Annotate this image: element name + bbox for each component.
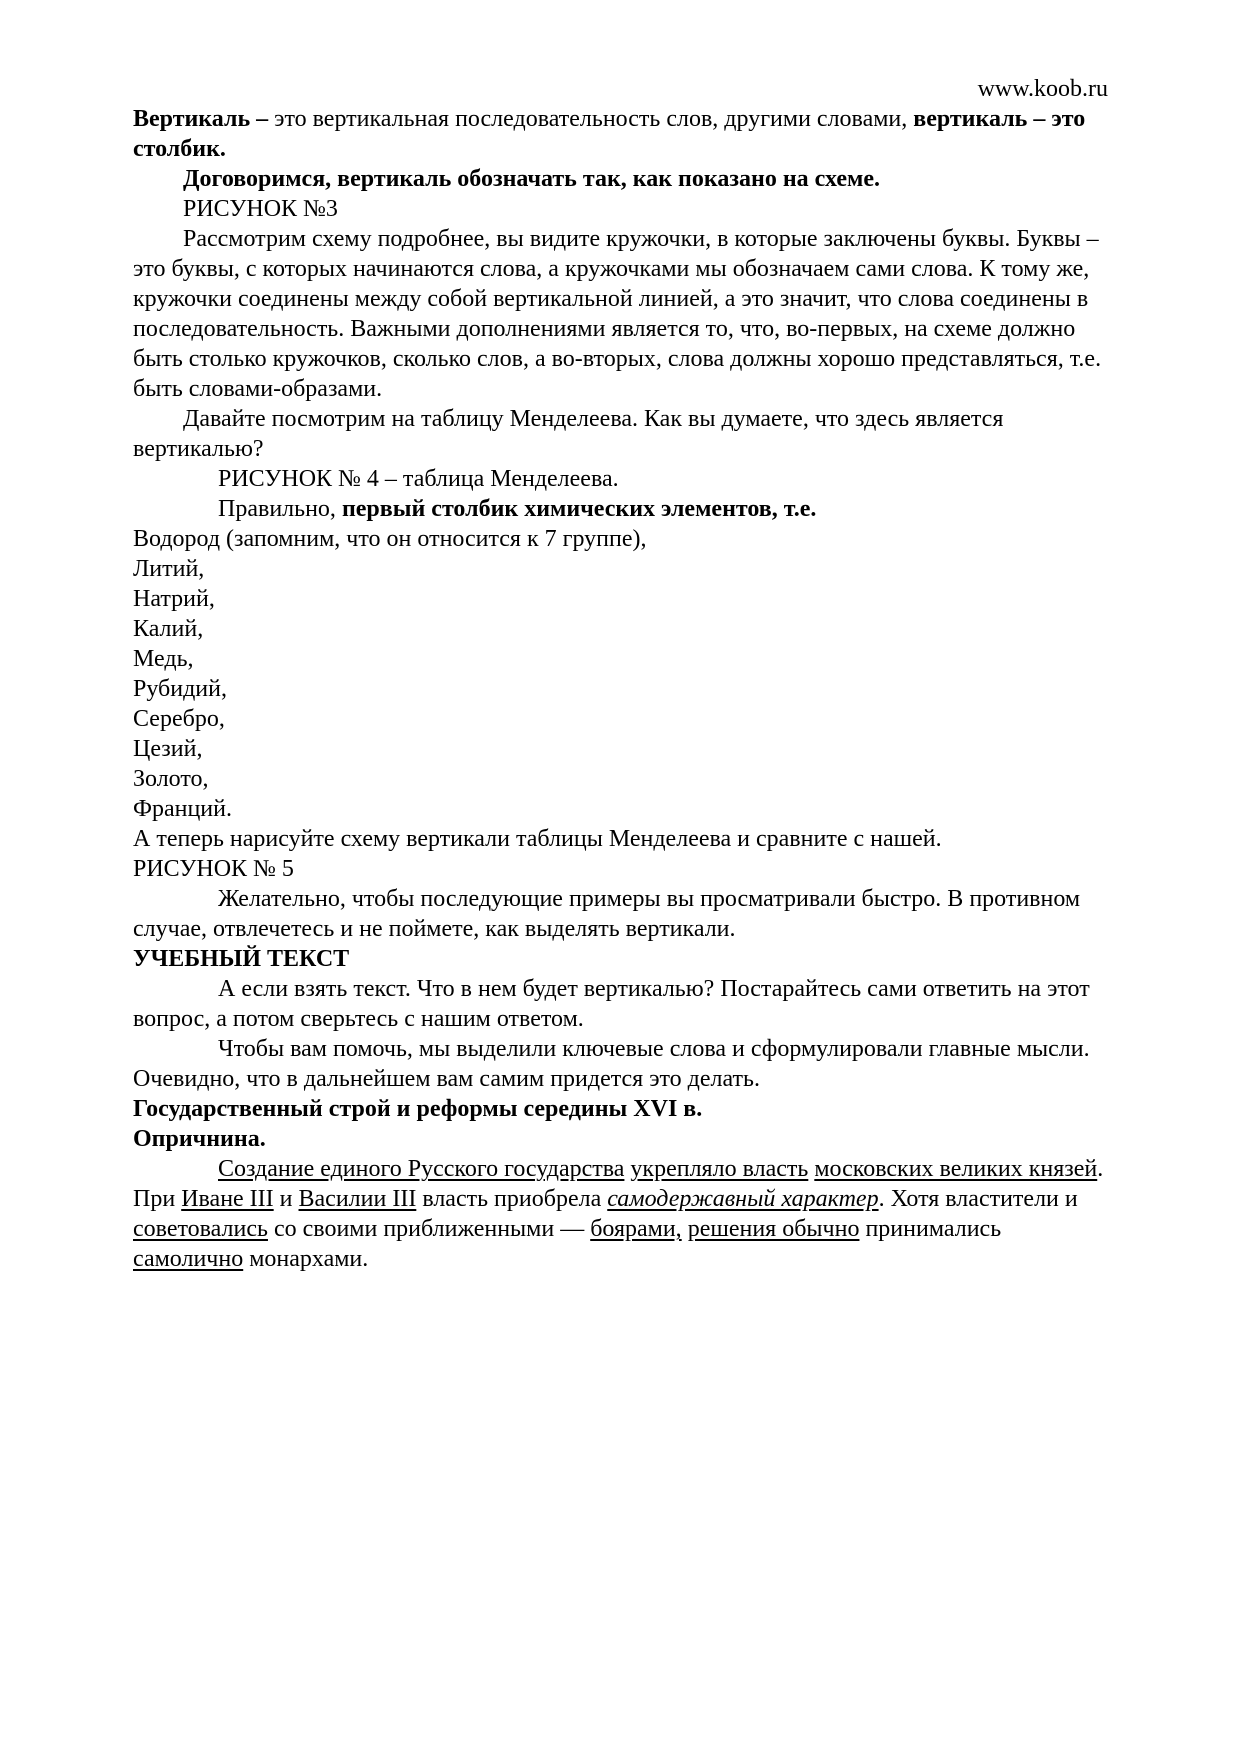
- text-run: Водород (запомним, что он относится к 7 группе),: [133, 526, 647, 552]
- element-cesium: [133, 734, 1108, 764]
- text-run: РИСУНОК № 5: [133, 856, 294, 882]
- element-gold: [133, 764, 1108, 794]
- text-run: . Хотя властители и: [878, 1186, 1078, 1212]
- element-francium: [133, 794, 1108, 824]
- bold-text-run: Договоримся, вертикаль обозначать так, как показано на схеме.: [183, 166, 881, 192]
- text-run: Золото,: [133, 766, 209, 792]
- element-rubidium: [133, 674, 1108, 704]
- text-run: А теперь нарисуйте схему вертикали таблицы Менделеева и сравните с нашей.: [133, 826, 942, 852]
- element-lithium: [133, 554, 1108, 584]
- p-mendeleev-question: [133, 404, 1108, 464]
- underlined-keyword: укрепляло власть: [630, 1156, 809, 1182]
- document-content-area: [133, 74, 1108, 1274]
- p-text-vertical-question: [133, 974, 1108, 1034]
- p-agreement: [133, 164, 1108, 194]
- bold-text-run: Государственный строй и реформы середины XVI в.: [133, 1096, 703, 1122]
- element-copper: [133, 644, 1108, 674]
- p-scheme-details: [133, 224, 1108, 404]
- text-run: Цезий,: [133, 736, 203, 762]
- p-keywords-help: [133, 1034, 1108, 1094]
- bold-text-run: Вертикаль –: [133, 106, 275, 132]
- text-run: это вертикальная последовательность слов, другими словами,: [274, 106, 914, 132]
- underlined-keyword: московских великих князей: [814, 1156, 1098, 1182]
- p-correct-answer: [133, 494, 1108, 524]
- text-run: со своими приближенными —: [267, 1216, 591, 1242]
- p-draw-scheme: [133, 824, 1108, 854]
- text-run: . При: [133, 1156, 1104, 1212]
- underlined-keyword: Василии III: [298, 1186, 417, 1212]
- text-run: Серебро,: [133, 706, 225, 732]
- element-potassium: [133, 614, 1108, 644]
- text-run: Натрий,: [133, 586, 215, 612]
- text-run: Медь,: [133, 646, 194, 672]
- text-run: Желательно, чтобы последующие примеры вы просматривали быстро. В противном случае, отвлечетесь и не поймете, как выделять вертикали.: [133, 886, 1081, 942]
- heading-oprichnina: [133, 1124, 1108, 1154]
- text-run: и: [273, 1186, 299, 1212]
- text-run: власть приобрела: [416, 1186, 608, 1212]
- document-content: [133, 104, 1108, 1274]
- p-unified-state: [133, 1154, 1108, 1274]
- bold-text-run: Опричнина.: [133, 1126, 266, 1152]
- element-sodium: [133, 584, 1108, 614]
- text-run: А если взять текст. Что в нем будет вертикалью? Постарайтесь сами ответить на этот вопрос, а потом сверьтесь с нашим ответом.: [133, 976, 1090, 1032]
- underlined-keyword: советовались: [133, 1216, 268, 1242]
- text-run: РИСУНОК №3: [183, 196, 338, 222]
- underlined-keyword: самолично: [133, 1246, 244, 1272]
- element-silver: [133, 704, 1108, 734]
- underlined-keyword: Иване III: [181, 1186, 274, 1212]
- heading-training-text: [133, 944, 1108, 974]
- bold-text-run: первый столбик химических элементов, т.е.: [341, 496, 817, 522]
- figure-4-caption: [133, 464, 1108, 494]
- text-run: монархами.: [243, 1246, 369, 1272]
- bold-text-run: вертикаль – это столбик.: [133, 106, 1086, 162]
- watermark-koob-url: www.koob.ru: [977, 76, 1108, 102]
- element-hydrogen: [133, 524, 1108, 554]
- underlined-keyword: Создание единого Русского государства: [218, 1156, 625, 1182]
- text-run: РИСУНОК № 4 – таблица Менделеева.: [218, 466, 619, 492]
- p-view-quickly: [133, 884, 1108, 944]
- text-run: принимались: [859, 1216, 1002, 1242]
- bold-text-run: УЧЕБНЫЙ ТЕКСТ: [133, 946, 350, 972]
- text-run: Давайте посмотрим на таблицу Менделеева. Как вы думаете, что здесь является вертикалью?: [133, 406, 1004, 462]
- text-run: Калий,: [133, 616, 204, 642]
- text-run: Франций.: [133, 796, 232, 822]
- text-run: Рубидий,: [133, 676, 227, 702]
- text-run: Чтобы вам помочь, мы выделили ключевые слова и сформулировали главные мысли. Очевидно, что в дальнейшем вам самим придется это делать.: [133, 1036, 1090, 1092]
- underlined-keyword: решения обычно: [687, 1216, 860, 1242]
- p-vertical-definition: [133, 104, 1108, 164]
- underlined-keyword: боярами,: [590, 1216, 682, 1242]
- text-run: Правильно,: [218, 496, 342, 522]
- underlined-keyword: самодержавный характер: [607, 1186, 879, 1212]
- text-run: Литий,: [133, 556, 205, 582]
- figure-5-caption: [133, 854, 1108, 884]
- text-run: Рассмотрим схему подробнее, вы видите кружочки, в которые заключены буквы. Буквы – это буквы, с которых начинаются слова, а кружочками мы обозначаем сами слова. К тому же, кружочки соединены между собой вертикальной линией, а это значит, что слова соединены в последовательность. Важными дополнениями является то, что, во-первых, на схеме должно быть столько кружочков, сколько слов, а во-вторых, слова должны хорошо представляться, т.е. быть словами-образами.: [133, 226, 1102, 402]
- heading-state-system: [133, 1094, 1108, 1124]
- figure-3-caption: [133, 194, 1108, 224]
